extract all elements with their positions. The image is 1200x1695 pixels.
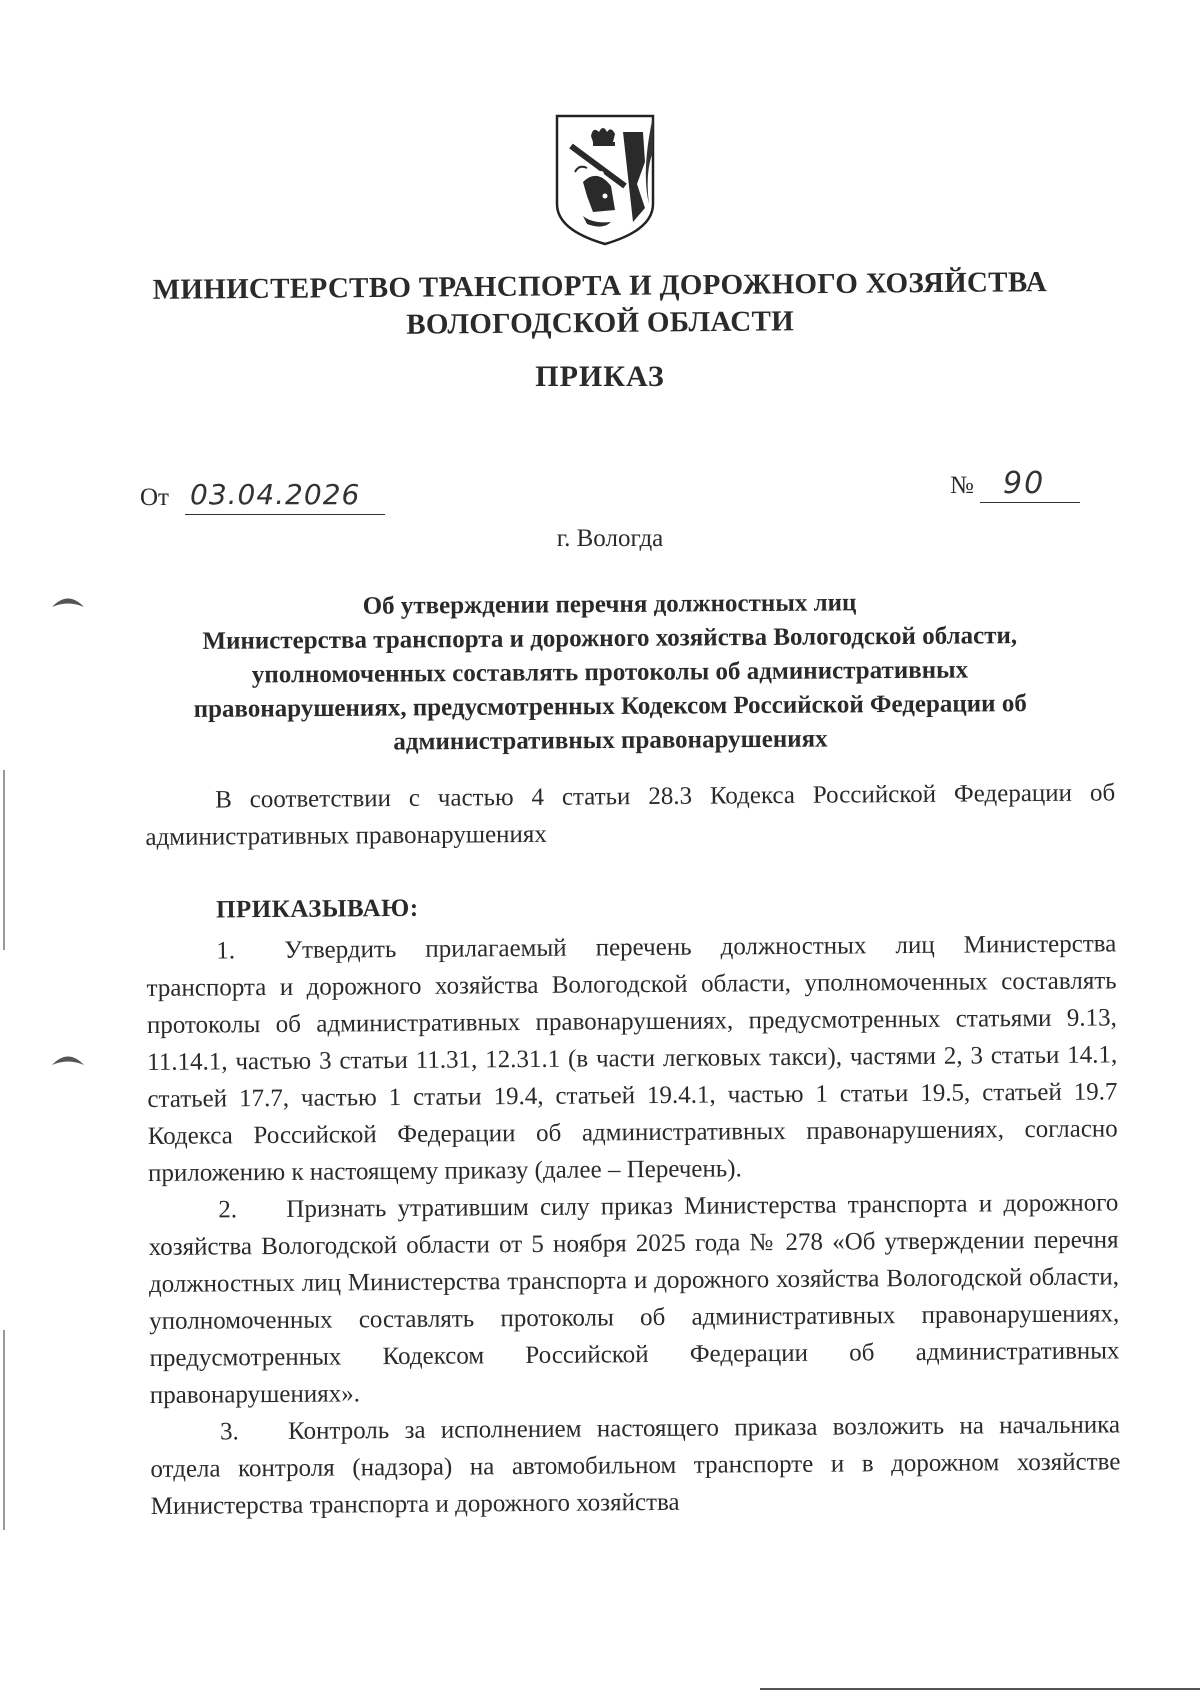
scan-bottom-edge xyxy=(760,1688,1200,1690)
number-label: № xyxy=(950,472,974,499)
preamble: В соответствии с частью 4 статьи 28.3 Кодекса Российской Федерации об административных правонарушениях xyxy=(145,779,1116,851)
vologda-coat-of-arms-icon xyxy=(553,112,657,248)
scan-edge-mark xyxy=(3,1330,5,1530)
item-number: 2. xyxy=(218,1196,238,1224)
order-body xyxy=(145,774,1121,1525)
order-title: ПРИКАЗ xyxy=(535,360,665,393)
subject-line: Об утверждении перечня должностных лиц xyxy=(362,589,857,620)
scan-edge-mark xyxy=(3,770,5,950)
item-text: Признать утратившим силу приказ Министерства транспорта и дорожного хозяйства Вологодской области от 5 ноября 2025 года № 278 «Об утверждении перечня должностных лиц Министерства транспорта и дорожного хозяйства Вологодской области, уполномоченных составлять протоколы об административных правонарушениях, предусмотренных Кодексом Российской Федерации об административных правонарушениях». xyxy=(148,1189,1120,1409)
order-item xyxy=(148,1184,1120,1414)
subject-line: Министерства транспорта и дорожного хозяйства Вологодской области, xyxy=(202,622,1018,655)
subject-line: уполномоченных составлять протоколы об административных xyxy=(251,656,969,689)
punch-hole-mark xyxy=(50,1052,86,1066)
order-subject xyxy=(129,585,1090,762)
date-value: 03.04.2026 xyxy=(190,478,361,511)
order-item xyxy=(150,1406,1121,1525)
ministry-header xyxy=(150,264,1051,346)
subject-line: административных правонарушениях xyxy=(393,725,828,756)
ministry-name-line1: МИНИСТЕРСТВО ТРАНСПОРТА И ДОРОЖНОГО ХОЗЯЙСТВА xyxy=(152,266,1048,306)
item-number: 3. xyxy=(220,1418,239,1446)
subject-line: правонарушениях, предусмотренных Кодексом Российской Федерации об xyxy=(193,690,1027,723)
order-item xyxy=(146,925,1118,1192)
city: г. Вологда xyxy=(556,525,664,552)
date-underline xyxy=(185,514,385,515)
item-text: Утвердить прилагаемый перечень должностных лиц Министерства транспорта и дорожного хозяйства Вологодской области, уполномоченных составлять протоколы об административных правонарушениях, предусмотренных статьями 9.13, 11.14.1, частью 3 статьи 11.31, 12.31.1 (в части легковых такси), частями 2, 3 статьи 14.1, статьей 17.7, частью 1 статьи 19.4, статьей 19.4.1, частью 1 статьи 19.5, статьей 19.7 Кодекса Российской Федерации об административных правонарушениях, согласно приложению к настоящему приказу (далее – Перечень). xyxy=(146,930,1118,1187)
date-label: От xyxy=(140,484,169,511)
decree-word: ПРИКАЗЫВАЮ: xyxy=(215,894,419,924)
number-underline xyxy=(980,502,1080,503)
punch-hole-mark xyxy=(50,594,86,608)
number-value: 90 xyxy=(1003,466,1046,501)
item-text: Контроль за исполнением настоящего приказа возложить на начальника отдела контроля (надзора) на автомобильном транспорте и в дорожном хозяйстве Министерства транспорта и дорожного хозяйства xyxy=(150,1411,1121,1520)
item-number: 1. xyxy=(216,937,236,965)
ministry-name-line2: ВОЛОГОДСКОЙ ОБЛАСТИ xyxy=(406,305,795,341)
